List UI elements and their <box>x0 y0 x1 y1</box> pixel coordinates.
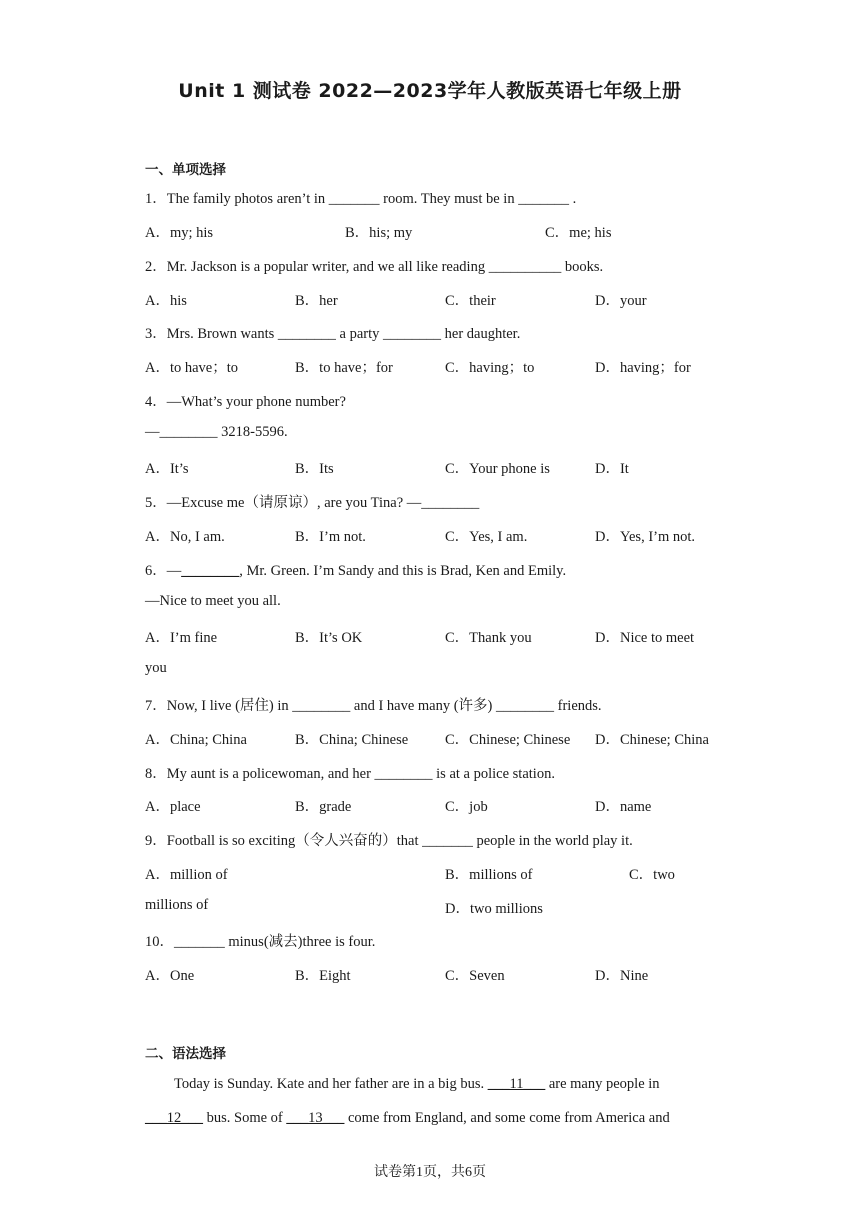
q2-option-a: A．his <box>145 293 187 309</box>
question-1-stem: 1．The family photos aren’t in _______ room. They must be in _______ . <box>145 191 577 207</box>
question-2-stem: 2．Mr. Jackson is a popular writer, and we all like reading __________ books. <box>145 259 604 275</box>
q5-option-b: B．I’m not. <box>295 529 366 545</box>
page-footer: 试卷第1页，共6页 <box>374 1165 486 1180</box>
q10-option-d: D．Nine <box>595 968 649 984</box>
q1-option-c: C．me; his <box>545 225 612 241</box>
q5-option-c: C．Yes, I am. <box>445 529 528 545</box>
passage-text: Today is Sunday. Kate and her father are in a big bus. <box>174 1076 488 1092</box>
passage-line-2 <box>145 1110 670 1127</box>
q8-option-b: B．grade <box>295 799 352 815</box>
question-6-stem <box>145 559 566 580</box>
q2-option-b: B．her <box>295 293 338 309</box>
q8-option-a: A．place <box>145 799 201 815</box>
q6-stem-prefix: 6．— <box>145 563 182 579</box>
q4-option-b: B．Its <box>295 461 334 477</box>
q9-option-b: B．millions of <box>445 867 533 883</box>
q6-option-c: C．Thank you <box>445 630 532 646</box>
q6-option-d-wrap: you <box>145 660 167 676</box>
blank-13: ___13___ <box>286 1110 345 1126</box>
passage-text: come from England, and some come from America and <box>344 1110 670 1126</box>
q10-option-c: C．Seven <box>445 968 505 984</box>
q3-option-d: D．having；for <box>595 360 691 376</box>
q9-option-c: C．two <box>629 867 675 883</box>
q9-option-c-wrap: millions of <box>145 897 209 913</box>
q2-option-d: D．your <box>595 293 647 309</box>
q7-option-d: D．Chinese; China <box>595 732 709 748</box>
q9-option-a: A．million of <box>145 867 228 883</box>
blank-12: ___12___ <box>145 1110 203 1126</box>
q7-option-c: C．Chinese; Chinese <box>445 732 571 748</box>
q6-blank: ________ <box>181 563 240 579</box>
question-7-stem: 7．Now, I live (居住) in ________ and I have many (许多) ________ friends. <box>145 698 602 714</box>
blank-11: ___11___ <box>487 1076 546 1092</box>
q10-option-b: B．Eight <box>295 968 351 984</box>
q9-option-d: D．two millions <box>445 901 543 917</box>
section-heading-grammar-choice: 二、语法选择 <box>145 1046 226 1062</box>
q1-option-a: A．my; his <box>145 225 214 241</box>
q4-option-a: A．It’s <box>145 461 189 477</box>
q10-option-a: A．One <box>145 968 195 984</box>
q6-option-d: D．Nice to meet <box>595 630 695 646</box>
q5-option-a: A．No, I am. <box>145 529 225 545</box>
passage-text: bus. Some of <box>203 1110 287 1126</box>
q2-option-c: C．their <box>445 293 496 309</box>
q3-option-b: B．to have；for <box>295 360 393 376</box>
page-title: Unit 1 测试卷 2022—2023学年人教版英语七年级上册 <box>178 80 682 102</box>
question-9-stem: 9．Football is so exciting（令人兴奋的）that _______ people in the world play it. <box>145 833 633 849</box>
q1-option-b: B．his; my <box>345 225 413 241</box>
q3-option-a: A．to have；to <box>145 360 239 376</box>
question-4-stem-reply: —________ 3218-5596. <box>145 424 288 440</box>
q7-option-a: A．China; China <box>145 732 247 748</box>
question-3-stem: 3．Mrs. Brown wants ________ a party ________ her daughter. <box>145 326 521 342</box>
q6-option-b: B．It’s OK <box>295 630 363 646</box>
section-heading-single-choice: 一、单项选择 <box>145 162 226 178</box>
passage-line-1 <box>174 1076 660 1093</box>
q3-option-c: C．having；to <box>445 360 535 376</box>
q6-option-a: A．I’m fine <box>145 630 218 646</box>
question-4-stem: 4．—What’s your phone number? <box>145 394 346 410</box>
question-5-stem: 5．—Excuse me（请原谅）, are you Tina? —________ <box>145 495 480 511</box>
question-10-stem: 10．_______ minus(减去)three is four. <box>145 934 376 950</box>
q5-option-d: D．Yes, I’m not. <box>595 529 696 545</box>
q8-option-c: C．job <box>445 799 488 815</box>
q4-option-d: D．It <box>595 461 629 477</box>
q4-option-c: C．Your phone is <box>445 461 550 477</box>
q6-stem-suffix: , Mr. Green. I’m Sandy and this is Brad, Ken and Emily. <box>239 563 567 579</box>
q8-option-d: D．name <box>595 799 652 815</box>
question-8-stem: 8．My aunt is a policewoman, and her ________ is at a police station. <box>145 766 555 782</box>
passage-text: are many people in <box>545 1076 660 1092</box>
q7-option-b: B．China; Chinese <box>295 732 409 748</box>
question-6-stem-reply: —Nice to meet you all. <box>145 593 281 609</box>
